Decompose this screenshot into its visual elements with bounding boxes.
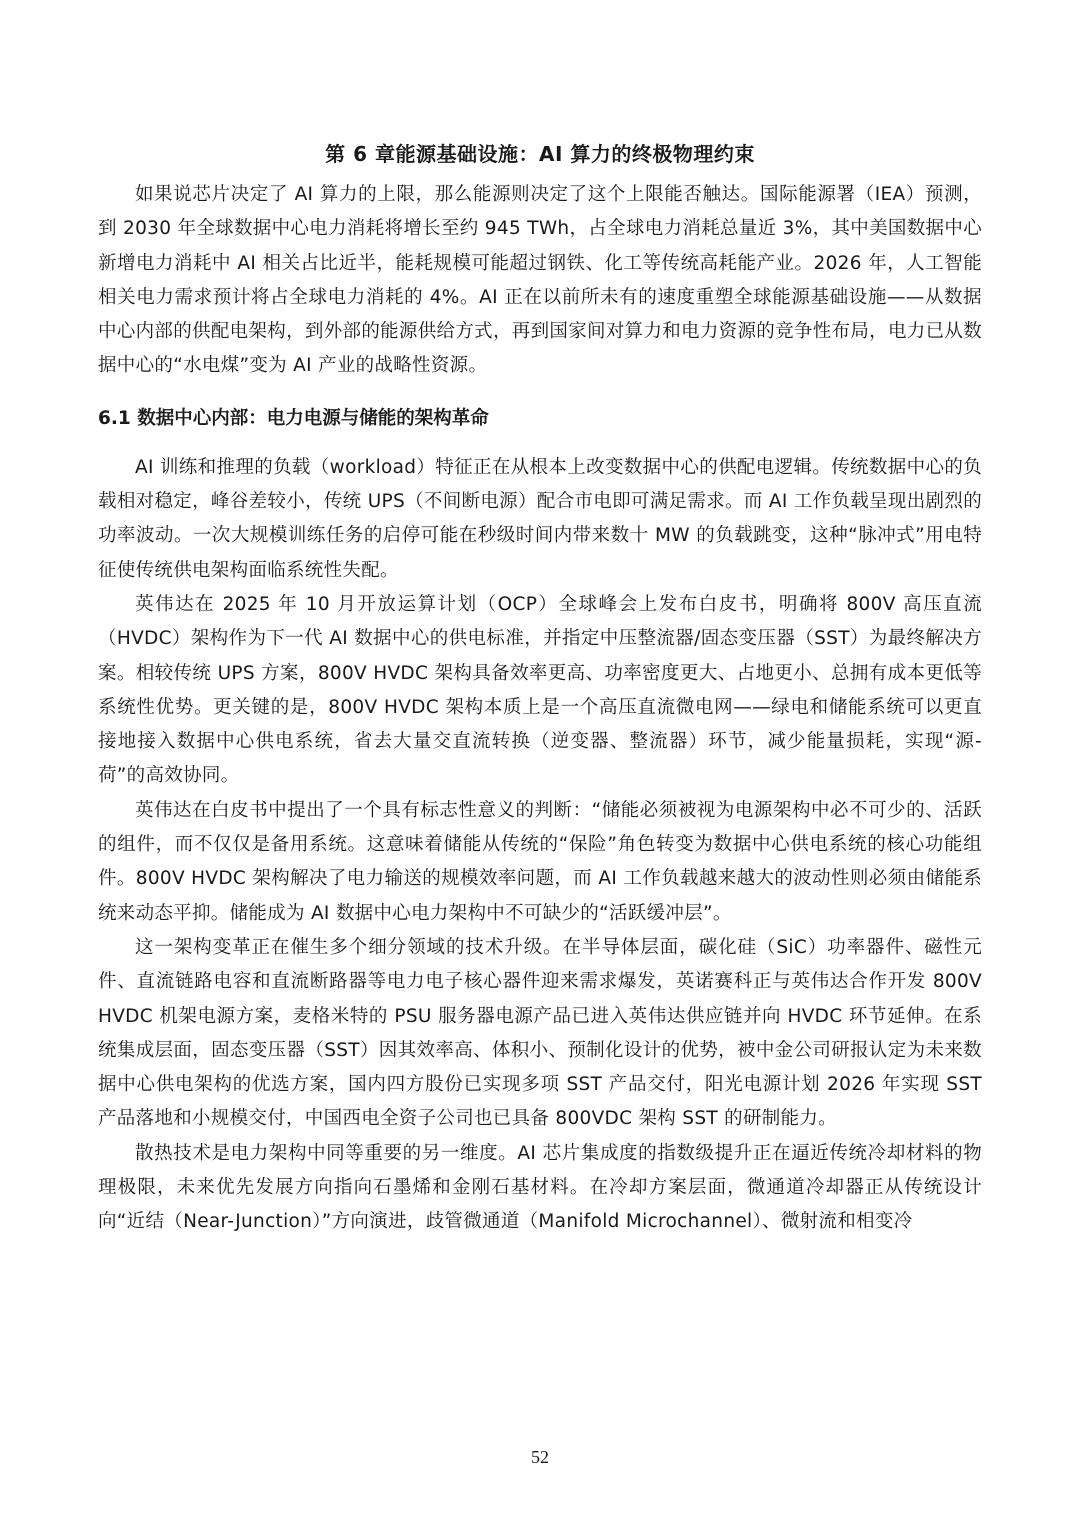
page-number: 52 <box>531 1447 549 1467</box>
section-paragraph-3: 英伟达在白皮书中提出了一个具有标志性意义的判断：“储能必须被视为电源架构中必不可少的、活跃的组件，而不仅仅是备用系统。这意味着储能从传统的“保险”角色转变为数据中心供电系统的核心功能组件。800V HVDC 架构解决了电力输送的规模效率问题，而 AI 工作负载越来越大的波动性则必须由储能系统来动态平抑。储能成为 AI 数据中心电力架构中不可缺少的“活跃缓冲层”。 <box>98 799 982 924</box>
chapter-title: 第 6 章能源基础设施：AI 算力的终极物理约束 <box>325 142 755 166</box>
page-content <box>98 134 982 1240</box>
intro-paragraph: 如果说芯片决定了 AI 算力的上限，那么能源则决定了这个上限能否触达。国际能源署（IEA）预测，到 2030 年全球数据中心电力消耗将增长至约 945 TWh，占全球电力消耗总量近 3%，其中美国数据中心新增电力消耗中 AI 相关占比近半，能耗规模可能超过钢铁、化工等传统高耗能产业。2026 年，人工智能相关电力需求预计将占全球电力消耗的 4%。AI 正在以前所未有的速度重塑全球能源基础设施——从数据中心内部的供配电架构，到外部的能源供给方式，再到国家间对算力和电力资源的竞争性布局，电力已从数据中心的“水电煤”变为 AI 产业的战略性资源。 <box>98 184 982 377</box>
section-paragraph-5: 散热技术是电力架构中同等重要的另一维度。AI 芯片集成度的指数级提升正在逼近传统冷却材料的物理极限，未来优先发展方向指向石墨烯和金刚石基材料。在冷却方案层面，微通道冷却器正从传统设计向“近结（Near-Junction）”方向演进，歧管微通道（Manifold Microchannel）、微射流和相变冷 <box>98 1142 982 1233</box>
section-title: 6.1 数据中心内部：电力电源与储能的架构革命 <box>98 407 489 429</box>
section-paragraph-1: AI 训练和推理的负载（workload）特征正在从根本上改变数据中心的供配电逻辑。传统数据中心的负载相对稳定，峰谷差较小，传统 UPS（不间断电源）配合市电即可满足需求。而 AI 工作负载呈现出剧烈的功率波动。一次大规模训练任务的启停可能在秒级时间内带来数十 MW 的负载跳变，这种“脉冲式”用电特征使传统供电架构面临系统性失配。 <box>98 456 982 581</box>
section-paragraph-4: 这一架构变革正在催生多个细分领域的技术升级。在半导体层面，碳化硅（SiC）功率器件、磁性元件、直流链路电容和直流断路器等电力电子核心器件迎来需求爆发，英诺赛科正与英伟达合作开发 800V HVDC 机架电源方案，麦格米特的 PSU 服务器电源产品已进入英伟达供应链并向 HVDC 环节延伸。在系统集成层面，固态变压器（SST）因其效率高、体积小、预制化设计的优势，被中金公司研报认定为未来数据中心供电架构的优选方案，国内四方股份已实现多项 SST 产品交付，阳光电源计划 2026 年实现 SST 产品落地和小规模交付，中国西电全资子公司也已具备 800VDC 架构 SST 的研制能力。 <box>98 936 982 1130</box>
section-paragraph-2: 英伟达在 2025 年 10 月开放运算计划（OCP）全球峰会上发布白皮书，明确将 800V 高压直流（HVDC）架构作为下一代 AI 数据中心的供电标准，并指定中压整流器/固态变压器（SST）为最终解决方案。相较传统 UPS 方案，800V HVDC 架构具备效率更高、功率密度更大、占地更小、总拥有成本更低等系统性优势。更关键的是，800V HVDC 架构本质上是一个高压直流微电网——绿电和储能系统可以更直接地接入数据中心供电系统，省去大量交直流转换（逆变器、整流器）环节，减少能量损耗，实现“源-荷”的高效协同。 <box>98 593 982 787</box>
